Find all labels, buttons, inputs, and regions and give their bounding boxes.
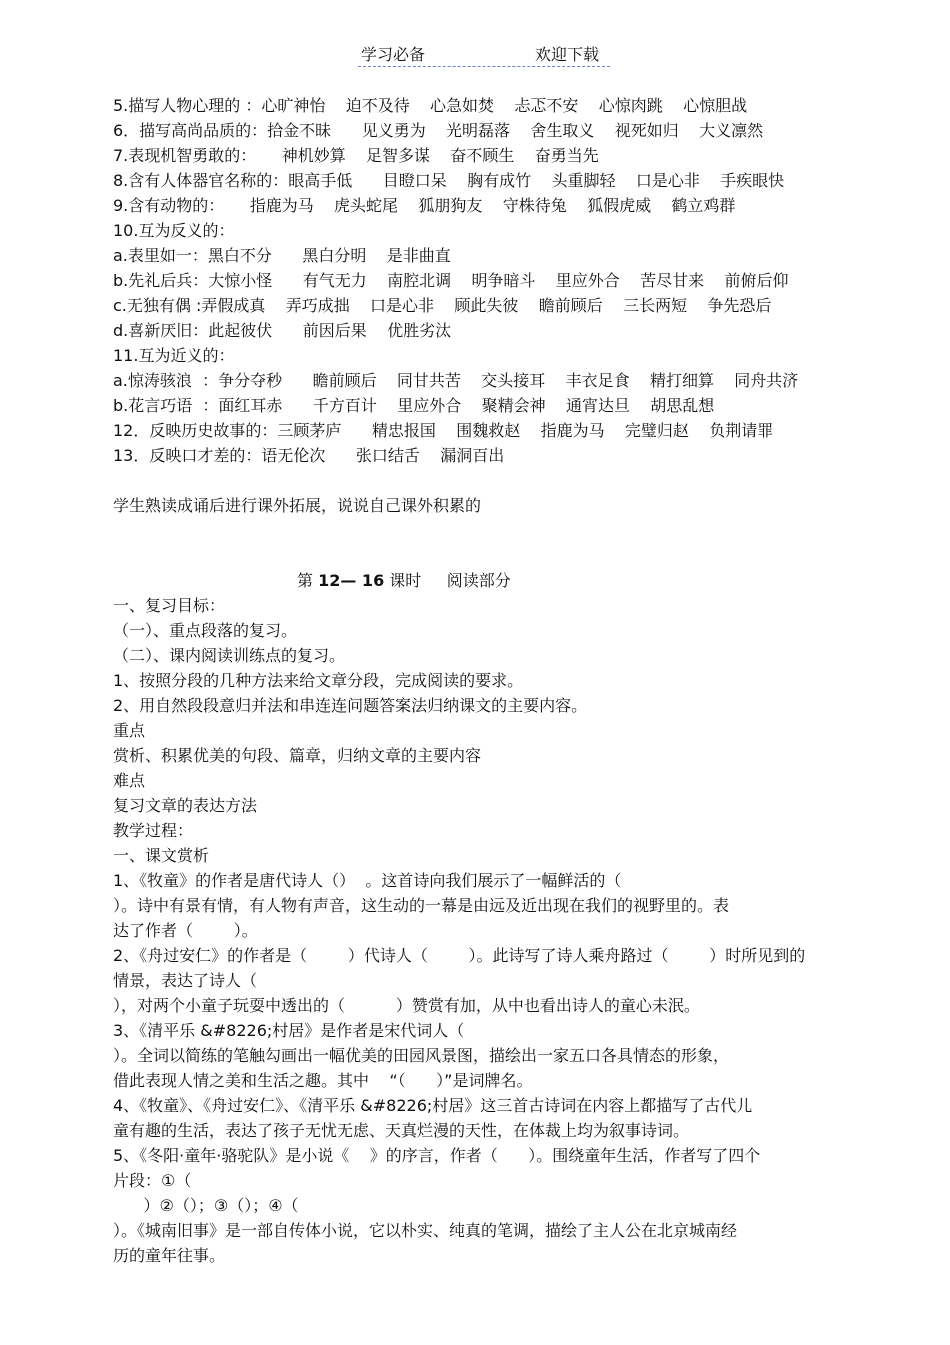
text-line: 1、《牧童》的作者是唐代诗人（） 。这首诗向我们展示了一幅鲜活的（ (113, 871, 622, 890)
spacer (113, 543, 913, 568)
spacer (113, 468, 913, 493)
text-line: 借此表现人情之美和生活之趣。其中 “（ ）”是词牌名。 (113, 1071, 533, 1090)
text-line: 13．反映口才差的：语无伦次 张口结舌 漏洞百出 (113, 446, 505, 465)
text-line: ）。《城南旧事》是一部自传体小说，它以朴实、纯真的笔调，描绘了主人公在北京城南经 (113, 1221, 738, 1240)
text-line: ），对两个小童子玩耍中透出的（ ）赞赏有加，从中也看出诗人的童心未泯。 (113, 996, 700, 1015)
text-line: 达了作者（ ）。 (113, 921, 258, 940)
text-line: 12．反映历史故事的：三顾茅庐 精忠报国 围魏救赵 指鹿为马 完璧归赵 负荆请罪 (113, 421, 774, 440)
text-line: （二）、课内阅读训练点的复习。 (113, 646, 346, 665)
lesson-title (113, 568, 913, 593)
text-line: 历的童年往事。 (113, 1246, 226, 1265)
spacer (113, 518, 913, 543)
text-line: 教学过程： (113, 821, 194, 840)
text-line: 3、《清平乐 &#8226;村居》是作者是宋代词人（ (113, 1021, 465, 1040)
lesson-title-number: 12— 16 (318, 571, 385, 590)
text-line: a.惊涛骇浪 ：争分夺秒 瞻前顾后 同甘共苦 交头接耳 丰衣足食 精打细算 同舟共济 (113, 371, 799, 390)
text-line: 复习文章的表达方法 (113, 796, 258, 815)
text-line: 2、《舟过安仁》的作者是（ ）代诗人（ ）。此诗写了诗人乘舟路过（ ）时所见到的 (113, 946, 806, 965)
document-body (113, 93, 913, 1268)
text-line: 6．描写高尚品质的：拾金不昧 见义勇为 光明磊落 舍生取义 视死如归 大义凛然 (113, 121, 764, 140)
text-line: b.先礼后兵：大惊小怪 有气无力 南腔北调 明争暗斗 里应外合 苦尽甘来 前俯后仰 (113, 271, 789, 290)
text-line: 一、复习目标： (113, 596, 226, 615)
text-line: ）。诗中有景有情，有人物有声音，这生动的一幕是由远及近出现在我们的视野里的。表 (113, 896, 730, 915)
text-line: ）。全词以简练的笔触勾画出一幅优美的田园风景图，描绘出一家五口各具情态的形象， (113, 1046, 730, 1065)
text-line: 2、用自然段段意归并法和串连连问题答案法归纳课文的主要内容。 (113, 696, 588, 715)
header-left-text: 学习必备 (361, 45, 426, 64)
text-line: 片段：①（ (113, 1171, 192, 1190)
text-line: c.无独有偶 :弄假成真 弄巧成拙 口是心非 顾此失彼 瞻前顾后 三长两短 争先恐后 (113, 296, 772, 315)
text-line: 10.互为反义的： (113, 221, 235, 240)
text-line: b.花言巧语 ：面红耳赤 千方百计 里应外合 聚精会神 通宵达旦 胡思乱想 (113, 396, 715, 415)
text-line: 8.含有人体器官名称的：眼高手低 目瞪口呆 胸有成竹 头重脚轻 口是心非 手疾眼快 (113, 171, 785, 190)
text-line: 情景，表达了诗人（ (113, 971, 258, 990)
text-line: 赏析、积累优美的句段、篇章，归纳文章的主要内容 (113, 746, 482, 765)
text-line: d.喜新厌旧：此起彼伏 前因后果 优胜劣汰 (113, 321, 452, 340)
text-line: 童有趣的生活，表达了孩子无忧无虑、天真烂漫的天性，在体裁上均为叙事诗词。 (113, 1121, 690, 1140)
reading-section (113, 593, 913, 1268)
text-line: （一）、重点段落的复习。 (113, 621, 298, 640)
lesson-title-suffix: 课时 阅读部分 (384, 571, 511, 590)
lesson-title-prefix: 第 (297, 571, 319, 590)
text-line: 9.含有动物的： 指鹿为马 虎头蛇尾 狐朋狗友 守株待兔 狐假虎威 鹤立鸡群 (113, 196, 736, 215)
text-line: 7.表现机智勇敢的： 神机妙算 足智多谋 奋不顾生 奋勇当先 (113, 146, 599, 165)
text-line: 5、《冬阳·童年·骆驼队》是小说《 》的序言，作者（ ）。围绕童年生活，作者写了四个 (113, 1146, 761, 1165)
page-header (358, 40, 610, 67)
idiom-section (113, 93, 913, 468)
text-line: 4、《牧童》、《舟过安仁》、《清平乐 &#8226;村居》这三首古诗词在内容上都描写了古代儿 (113, 1096, 753, 1115)
text-line: a.表里如一：黑白不分 黑白分明 是非曲直 (113, 246, 451, 265)
header-right-text: 欢迎下载 (535, 45, 600, 64)
text-line: 11.互为近义的： (113, 346, 235, 365)
text-line: 难点 (113, 771, 146, 790)
extension-line: 学生熟读成诵后进行课外拓展，说说自己课外积累的 (113, 496, 482, 515)
text-line: 重点 (113, 721, 146, 740)
text-line: 5.描写人物心理的 ：心旷神怡 迫不及待 心急如焚 忐忑不安 心惊肉跳 心惊胆战 (113, 96, 748, 115)
text-line: 一、课文赏析 (113, 846, 210, 865)
text-line: ）②（）；③（）；④（ (113, 1196, 299, 1215)
text-line: 1、按照分段的几种方法来给文章分段，完成阅读的要求。 (113, 671, 524, 690)
